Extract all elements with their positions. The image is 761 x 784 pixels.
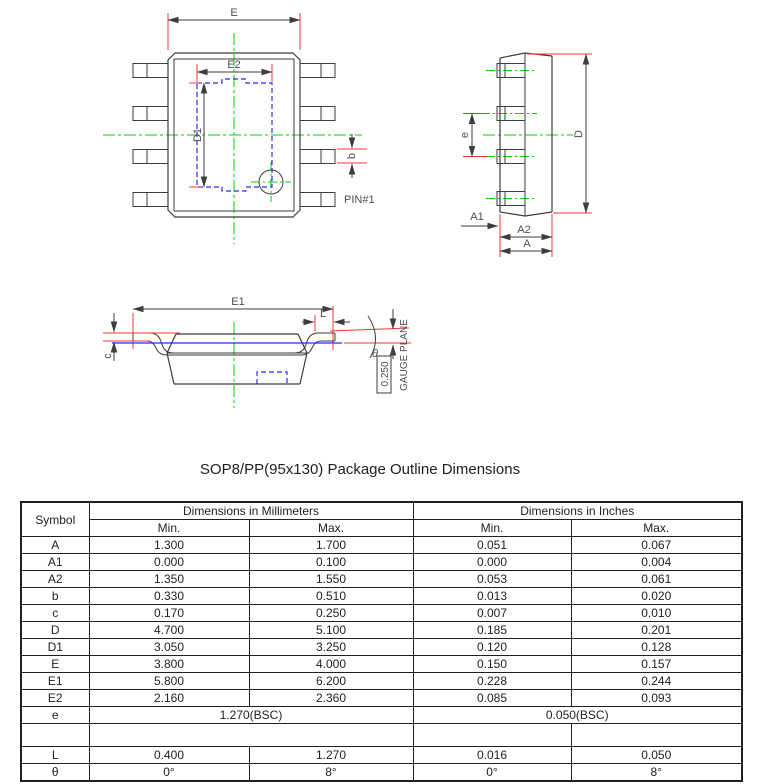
pin1-label: PIN#1 xyxy=(344,194,375,206)
table-cell: 6.200 xyxy=(249,673,413,690)
table-cell: 1.350 xyxy=(89,571,249,588)
dim-L xyxy=(302,308,350,331)
table-cell: 0.228 xyxy=(413,673,571,690)
header-mm-min: Min. xyxy=(89,520,249,537)
table-cell: 3.050 xyxy=(89,639,249,656)
table-cell: 2.360 xyxy=(249,690,413,707)
table-row xyxy=(21,622,742,639)
table-cell: 0.150 xyxy=(413,656,571,673)
dim-label-c: c xyxy=(102,353,114,359)
table-cell: 1.270(BSC) xyxy=(89,707,413,724)
table-row xyxy=(21,707,742,724)
table-cell: 0.000 xyxy=(89,554,249,571)
table-cell: θ xyxy=(21,764,89,782)
table-row xyxy=(21,690,742,707)
table-row xyxy=(21,673,742,690)
front-lead-left xyxy=(133,333,301,355)
table-cell: 1.270 xyxy=(249,747,413,764)
table-cell: 0.157 xyxy=(571,656,742,673)
table-cell: D1 xyxy=(21,639,89,656)
dim-E1 xyxy=(133,296,333,350)
table-cell: 0.128 xyxy=(571,639,742,656)
gauge-plane-label: GAUGE PLANE xyxy=(399,319,410,391)
dim-label-E: E xyxy=(230,7,238,19)
table-cell: 4.700 xyxy=(89,622,249,639)
table-cell: 4.000 xyxy=(249,656,413,673)
dim-label-A: A xyxy=(523,238,531,250)
dim-D xyxy=(527,54,592,213)
table-row xyxy=(21,554,742,571)
dim-label-e: e xyxy=(459,131,471,139)
bottom-pad-mark xyxy=(257,372,287,384)
dim-label-D: D xyxy=(573,130,585,138)
table-cell: 1.550 xyxy=(249,571,413,588)
table-cell: 0.120 xyxy=(413,639,571,656)
table-header-row-groups xyxy=(21,502,742,520)
table-cell: A xyxy=(21,537,89,554)
table-row xyxy=(21,656,742,673)
table-cell: 1.300 xyxy=(89,537,249,554)
dim-label-theta: θ xyxy=(372,348,378,360)
table-cell: 0.330 xyxy=(89,588,249,605)
gauge-value-label: 0.250 xyxy=(380,361,391,387)
table-cell: 0.013 xyxy=(413,588,571,605)
table-row xyxy=(21,764,742,782)
table-cell: 0.510 xyxy=(249,588,413,605)
table-cell: 0.051 xyxy=(413,537,571,554)
header-symbol: Symbol xyxy=(21,502,89,537)
table-cell: 2.160 xyxy=(89,690,249,707)
table-cell: 8° xyxy=(571,764,742,782)
table-cell: 0.010 xyxy=(571,605,742,622)
table-cell: 0.185 xyxy=(413,622,571,639)
table-cell xyxy=(21,724,89,747)
dimension-table-body xyxy=(21,537,742,782)
front-lead-right xyxy=(295,333,335,355)
table-cell: 0.100 xyxy=(249,554,413,571)
table-cell: 3.250 xyxy=(249,639,413,656)
table-cell: 0.067 xyxy=(571,537,742,554)
table-cell: 8° xyxy=(249,764,413,782)
dim-label-A2: A2 xyxy=(517,224,531,236)
header-inch-group: Dimensions in Inches xyxy=(413,502,742,520)
table-cell: 1.700 xyxy=(249,537,413,554)
table-row xyxy=(21,588,742,605)
front-view-drawing xyxy=(102,296,411,408)
table-row xyxy=(21,639,742,656)
table-cell: 0.061 xyxy=(571,571,742,588)
table-cell xyxy=(89,724,413,747)
table-row xyxy=(21,747,742,764)
header-inch-min: Min. xyxy=(413,520,571,537)
header-inch-max: Max. xyxy=(571,520,742,537)
table-cell: A2 xyxy=(21,571,89,588)
table-cell: D xyxy=(21,622,89,639)
table-cell: 5.800 xyxy=(89,673,249,690)
table-cell: E2 xyxy=(21,690,89,707)
table-cell: 0.250 xyxy=(249,605,413,622)
table-row xyxy=(21,537,742,554)
dim-label-L: L xyxy=(319,308,327,320)
table-cell: 0.244 xyxy=(571,673,742,690)
dim-label-A1: A1 xyxy=(470,211,484,223)
table-cell: c xyxy=(21,605,89,622)
dimension-table xyxy=(20,501,743,782)
table-cell: A1 xyxy=(21,554,89,571)
table-cell: 0.201 xyxy=(571,622,742,639)
dim-label-b: b xyxy=(346,152,358,160)
front-body-outline xyxy=(167,334,307,384)
table-cell: 5.100 xyxy=(249,622,413,639)
table-header-row-minmax xyxy=(21,520,742,537)
table-cell: e xyxy=(21,707,89,724)
table-cell: 0.007 xyxy=(413,605,571,622)
side-view-drawing xyxy=(459,53,592,257)
pin1-marker xyxy=(251,162,375,206)
table-cell: b xyxy=(21,588,89,605)
table-cell: L xyxy=(21,747,89,764)
table-cell: 0.004 xyxy=(571,554,742,571)
dim-c xyxy=(102,313,180,361)
table-cell: E xyxy=(21,656,89,673)
table-cell: 0.400 xyxy=(89,747,249,764)
table-cell: 0.050(BSC) xyxy=(413,707,742,724)
table-cell: 0.000 xyxy=(413,554,571,571)
table-row xyxy=(21,571,742,588)
table-cell: E1 xyxy=(21,673,89,690)
table-cell: 0.050 xyxy=(571,747,742,764)
table-cell xyxy=(413,724,571,747)
top-view-drawing xyxy=(103,7,375,244)
table-cell: 3.800 xyxy=(89,656,249,673)
dim-A1 xyxy=(461,211,498,226)
dim-b xyxy=(337,134,367,178)
dim-label-E2: E2 xyxy=(227,59,241,71)
table-cell xyxy=(571,724,742,747)
table-cell: 0.020 xyxy=(571,588,742,605)
table-row xyxy=(21,605,742,622)
table-cell: 0.016 xyxy=(413,747,571,764)
dim-A xyxy=(500,238,552,251)
table-cell: 0° xyxy=(89,764,249,782)
dim-label-D1: D1 xyxy=(192,127,204,143)
table-cell: 0.170 xyxy=(89,605,249,622)
table-row xyxy=(21,724,742,747)
package-outline-title: SOP8/PP(95x130) Package Outline Dimensions xyxy=(199,461,521,478)
header-mm-max: Max. xyxy=(249,520,413,537)
table-cell: 0.085 xyxy=(413,690,571,707)
table-cell: 0.093 xyxy=(571,690,742,707)
table-cell: 0° xyxy=(413,764,571,782)
header-mm-group: Dimensions in Millimeters xyxy=(89,502,413,520)
dim-D1 xyxy=(189,83,204,187)
dim-label-E1: E1 xyxy=(231,296,245,308)
table-cell: 0.053 xyxy=(413,571,571,588)
